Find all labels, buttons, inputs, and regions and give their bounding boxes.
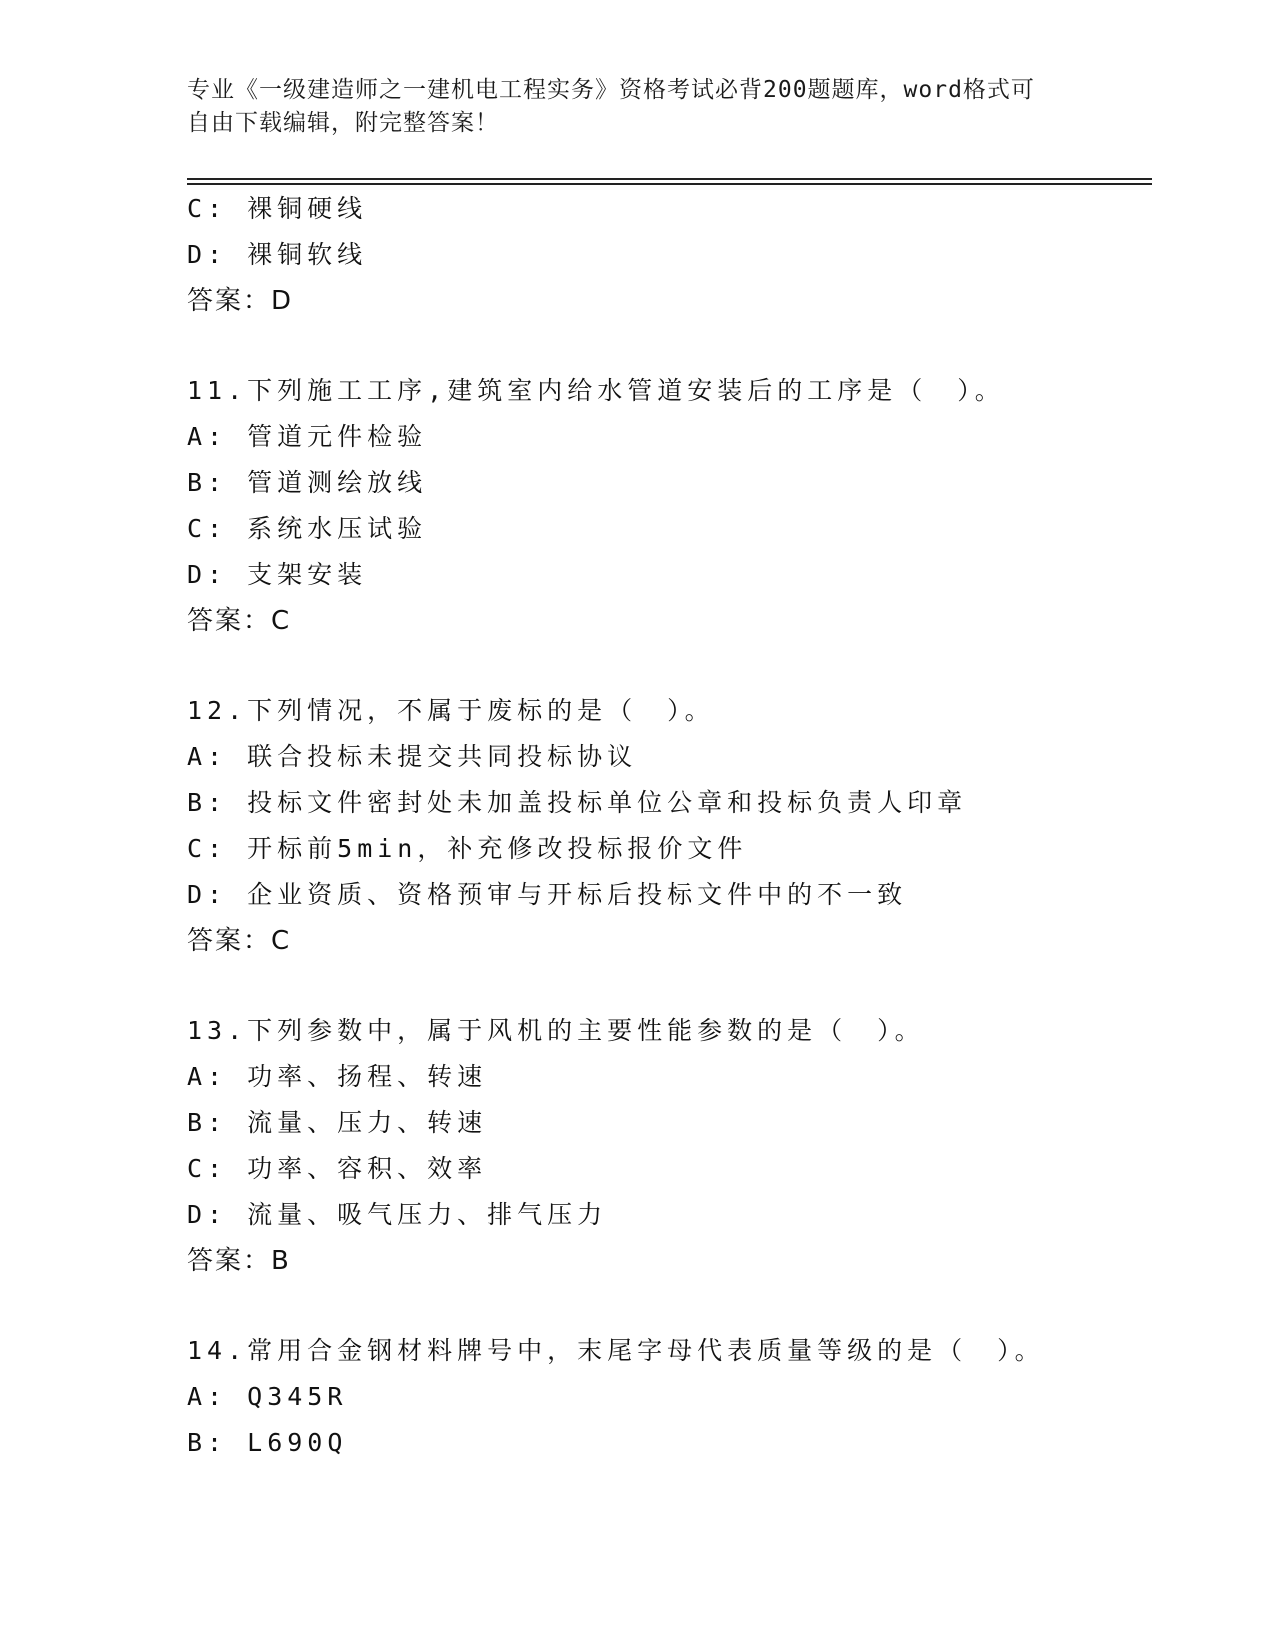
question-list [187,186,1152,1466]
option-c: C: 功率、容积、效率 [187,1154,488,1183]
spacer [187,964,1152,1008]
question-block-11 [187,368,1152,644]
question-text: 14.常用合金钢材料牌号中，末尾字母代表质量等级的是（ ）。 [187,1336,1045,1365]
answer-line: 答案：D [187,286,294,316]
option-c: C: 开标前5min，补充修改投标报价文件 [187,834,748,863]
question-block-14 [187,1328,1152,1466]
header-line-1: 专业《一级建造师之一建机电工程实务》资格考试必背200题题库，word格式可 [187,77,1035,103]
question-text: 11.下列施工工序,建筑室内给水管道安装后的工序是（ ）。 [187,376,1005,405]
answer-line: 答案：B [187,1246,291,1276]
option-a: A: 功率、扬程、转速 [187,1062,488,1091]
answer-line: 答案：C [187,926,292,956]
option-a: A: Q345R [187,1382,348,1411]
question-text: 13.下列参数中，属于风机的主要性能参数的是（ ）。 [187,1016,925,1045]
spacer [187,644,1152,688]
answer-line: 答案：C [187,606,292,636]
option-b: B: 投标文件密封处未加盖投标单位公章和投标负责人印章 [187,788,968,817]
option-c: C: 裸铜硬线 [187,194,368,223]
question-text: 12.下列情况，不属于废标的是（ ）。 [187,696,715,725]
question-block-12 [187,688,1152,964]
option-d: D: 流量、吸气压力、排气压力 [187,1200,608,1229]
option-c: C: 系统水压试验 [187,514,428,543]
spacer [187,324,1152,368]
document-header [187,74,1067,140]
option-b: B: L690Q [187,1428,348,1457]
option-b: B: 管道测绘放线 [187,468,428,497]
spacer [187,1284,1152,1328]
option-d: D: 支架安装 [187,560,368,589]
header-divider-top [187,178,1152,180]
option-b: B: 流量、压力、转速 [187,1108,488,1137]
option-a: A: 联合投标未提交共同投标协议 [187,742,638,771]
question-block-10-tail [187,186,1152,324]
header-divider-bottom [187,183,1152,185]
option-d: D: 企业资质、资格预审与开标后投标文件中的不一致 [187,880,908,909]
question-block-13 [187,1008,1152,1284]
option-a: A: 管道元件检验 [187,422,428,451]
option-d: D: 裸铜软线 [187,240,368,269]
header-line-2: 自由下载编辑，附完整答案！ [187,110,499,136]
